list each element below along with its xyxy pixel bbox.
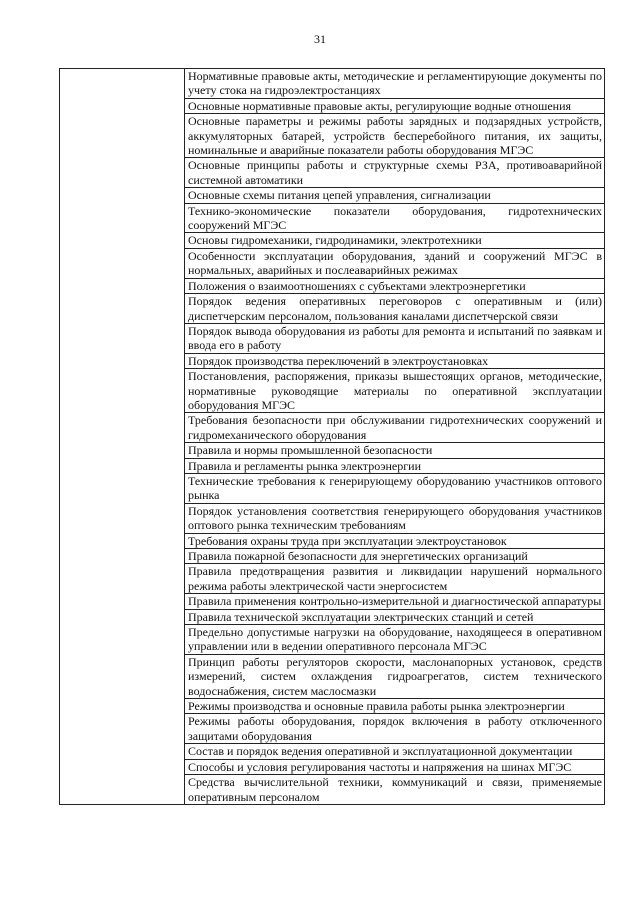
requirement-cell: Правила применения контрольно-измерительной и диагностической аппаратуры <box>185 594 605 609</box>
page-number: 31 <box>314 32 326 46</box>
requirement-cell: Основные принципы работы и структурные схемы РЗА, противоаварийной системной автоматики <box>185 158 605 188</box>
requirement-cell: Средства вычислительной техники, коммуникаций и связи, применяемые оперативным персоналом <box>185 775 605 805</box>
requirement-cell: Правила предотвращения развития и ликвидации нарушений нормального режима работы электрической части энергосистем <box>185 564 605 594</box>
requirements-table <box>59 68 605 805</box>
requirement-cell: Принцип работы регуляторов скорости, маслонапорных установок, средств измерений, систем охлаждения гидроагрегатов, систем технического водоснабжения, систем маслосмазки <box>185 654 605 698</box>
table-row <box>60 69 605 99</box>
requirement-cell: Состав и порядок ведения оперативной и эксплуатационной документации <box>185 744 605 759</box>
requirement-cell: Правила технической эксплуатации электрических станций и сетей <box>185 609 605 624</box>
requirement-cell: Постановления, распоряжения, приказы вышестоящих органов, методические, нормативные руководящие материалы по оперативной эксплуатации оборудования МГЭС <box>185 369 605 413</box>
requirement-cell: Способы и условия регулирования частоты и напряжения на шинах МГЭС <box>185 759 605 774</box>
requirement-cell: Основные нормативные правовые акты, регулирующие водные отношения <box>185 98 605 113</box>
requirement-cell: Режимы работы оборудования, порядок включения в работу отключенного защитами оборудования <box>185 714 605 744</box>
requirement-cell: Основные параметры и режимы работы зарядных и подзарядных устройств, аккумуляторных батарей, устройств бесперебойного питания, их защиты, номинальные и аварийные показатели работы оборудования МГЭС <box>185 114 605 158</box>
requirement-cell: Особенности эксплуатации оборудования, зданий и сооружений МГЭС в нормальных, аварийных и послеаварийных режимах <box>185 248 605 278</box>
requirement-cell: Предельно допустимые нагрузки на оборудование, находящееся в оперативном управлении или в ведении оперативного персонала МГЭС <box>185 625 605 655</box>
requirement-cell: Технико-экономические показатели оборудования, гидротехнических сооружений МГЭС <box>185 203 605 233</box>
requirement-cell: Требования охраны труда при эксплуатации электроустановок <box>185 533 605 548</box>
requirement-cell: Порядок производства переключений в электроустановках <box>185 353 605 368</box>
requirement-cell: Основы гидромеханики, гидродинамики, электротехники <box>185 233 605 248</box>
requirement-cell: Требования безопасности при обслуживании гидротехнических сооружений и гидромеханического оборудования <box>185 413 605 443</box>
requirement-cell: Основные схемы питания цепей управления, сигнализации <box>185 188 605 203</box>
table-body <box>60 69 605 805</box>
empty-left-column-cell <box>60 69 185 805</box>
requirement-cell: Порядок установления соответствия генерирующего оборудования участников оптового рынка техническим требованиям <box>185 503 605 533</box>
requirement-cell: Положения о взаимоотношениях с субъектами электроэнергетики <box>185 278 605 293</box>
requirement-cell: Порядок вывода оборудования из работы для ремонта и испытаний по заявкам и ввода его в работу <box>185 323 605 353</box>
requirement-cell: Технические требования к генерирующему оборудованию участников оптового рынка <box>185 473 605 503</box>
requirement-cell: Правила пожарной безопасности для энергетических организаций <box>185 549 605 564</box>
requirement-cell: Нормативные правовые акты, методические и регламентирующие документы по учету стока на гидроэлектростанциях <box>185 69 605 99</box>
requirement-cell: Режимы производства и основные правила работы рынка электроэнергии <box>185 699 605 714</box>
requirement-cell: Правила и регламенты рынка электроэнергии <box>185 458 605 473</box>
requirement-cell: Порядок ведения оперативных переговоров с оперативным и (или) диспетчерским персоналом, пользования каналами диспетчерской связи <box>185 294 605 324</box>
requirement-cell: Правила и нормы промышленной безопасности <box>185 443 605 458</box>
